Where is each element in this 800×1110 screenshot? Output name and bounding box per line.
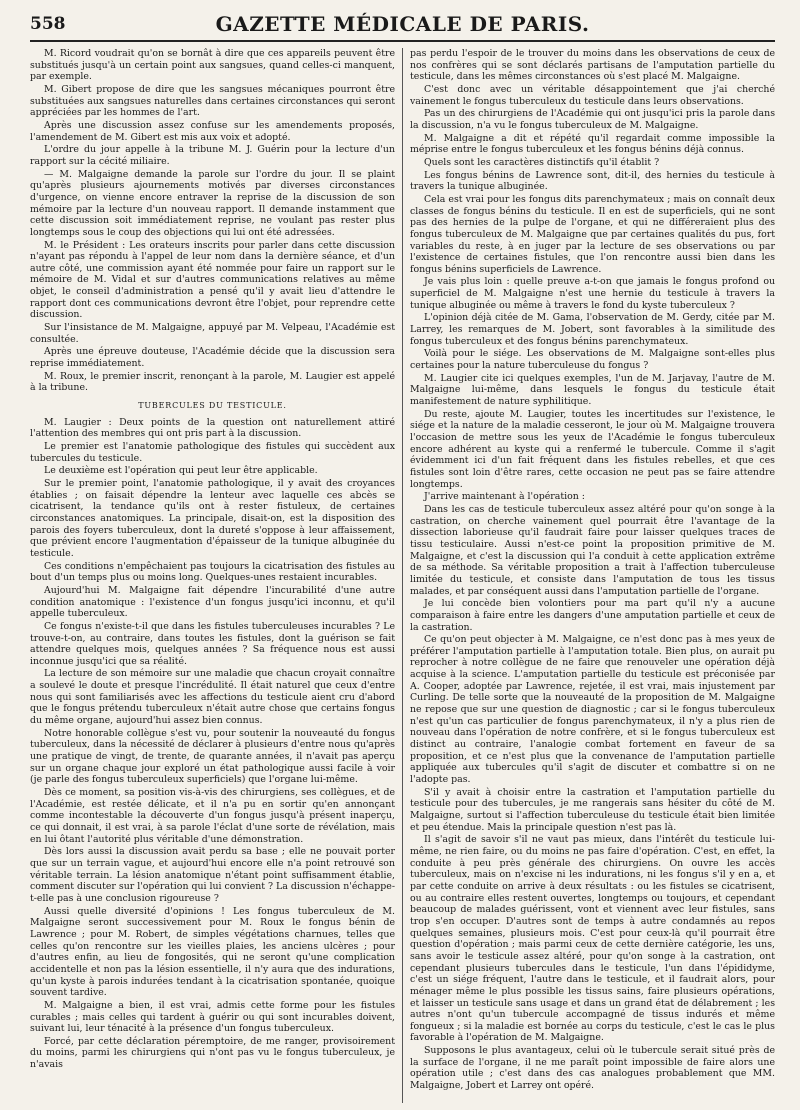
paragraph: C'est donc avec un véritable désappointement que j'ai cherché vainement le fongus tuberculeux du testicule dans leurs observations. <box>410 83 775 107</box>
paragraph: Voilà pour le siége. Les observations de M. Malgaigne sont-elles plus certaines pour la nature tuberculeuse du fongus ? <box>410 348 775 372</box>
paragraph: Il s'agit de savoir s'il ne vaut pas mieux, dans l'intérêt du testicule lui-même, ne rien faire, ou du moins ne pas faire d'opération. C'est, en effet, la conduite à peu près générale des chirurgiens. On ouvre les accès tuberculeux, mais on n'excise ni les indurations, ni les fongus s'il y en a, et par cette conduite on arrive à deux résultats : ou les fistules se cicatrisent, ou au contraire elles restent ouvertes, longtemps ou toujours, et cependant beaucoup de malades guérissent, vont et viennent avec leur fistules, sans trop s'en occuper. D'autres sont de temps à autre condamnés au repos quelques semaines, plusieurs mois. C'est pour ceux-là qu'il pourrait être question d'opération ; mais parmi ceux de cette dernière catégorie, les uns, sans avoir le testicule assez altéré, pour qu'on songe à la castration, ont cependant plusieurs tubercules dans le testicule, l'un dans l'épididyme, c'est un siége fréquent, l'autre dans le testicule, et il faudrait alors, pour ménager même le plus possible les tissus sains, faire plusieurs opérations, et laisser un testicule sans usage et dans un grand état de délabrement ; les autres n'ont qu'un tubercule accompagné de tissus indurés et même fongueux ; si la maladie est bornée au corps du testicule, c'est le cas le plus favorable à l'opération de M. Malgaigne. <box>410 834 775 1044</box>
section-title: TUBERCULES DU TESTICULE. <box>138 401 287 411</box>
paragraph: L'ordre du jour appelle à la tribune M. J. Guérin pour la lecture d'un rapport sur la cécité miliaire. <box>30 144 395 167</box>
paragraph: La lecture de son mémoire sur une maladie que chacun croyait connaître a soulevé le doute et presque l'incrédulité. Il était naturel que ceux d'entre nous qui sont familiarisés avec les affections du testicule aient cru d'abord que le fongus prétendu tuberculeux n'était autre chose que certains fongus du même organe, aujourd'hui assez bien connus. <box>30 668 395 727</box>
article-body <box>30 48 775 1103</box>
paragraph: Le premier est l'anatomie pathologique des fistules qui succèdent aux tubercules du testicule. <box>30 441 395 464</box>
paragraph: J'arrive maintenant à l'opération : <box>424 491 585 503</box>
paragraph: Aussi quelle diversité d'opinions ! Les fongus tuberculeux de M. Malgaigne seront successivement pour M. Roux le fongus bénin de Lawrence ; pour M. Robert, de simples végétations charnues, telles que celles qu'on rencontre sur les vieilles plaies, les anciens ulcères ; pour d'autres enfin, au lieu de fongosités, qui ne seront qu'une complication accidentelle et non pas la lésion essentielle, il n'y aura que des indurations, qu'un kyste à parois indurées tendant à la cicatrisation spontanée, quoique souvent tardive. <box>30 905 395 999</box>
paragraph: Je lui concède bien volontiers pour ma part qu'il n'y a aucune comparaison à faire entre les dangers d'une amputation partielle et ceux de la castration. <box>410 598 775 633</box>
paragraph: M. Laugier cite ici quelques exemples, l'un de M. Jarjavay, l'autre de M. Malgaigne lui-même, dans lesquels le fongus du testicule était manifestement de nature syphilitique. <box>410 372 775 408</box>
page-number: 558 <box>30 14 66 34</box>
paragraph: Ces conditions n'empêchaient pas toujours la cicatrisation des fistules au bout d'un temps plus ou moins long. Quelques-unes restaient incurables. <box>30 560 395 584</box>
paragraph: M. Malgaigne a dit et répété qu'il regardait comme impossible la méprise entre le fongus tuberculeux et les fongus bénins déjà connus. <box>410 132 775 156</box>
paragraph: M. le Président : Les orateurs inscrits pour parler dans cette discussion n'ayant pas répondu à l'appel de leur nom dans la dernière séance, et d'un autre côté, une commission ayant été nommée pour faire un rapport sur le mémoire de M. Vidal et sur d'autres communications relatives au même objet, le conseil d'administration a pensé qu'il y avait lieu d'attendre le rapport dont ces communications devront être l'objet, pour reprendre cette discussion. <box>30 239 395 321</box>
paragraph: Supposons le plus avantageux, celui où le tubercule serait situé près de la surface de l'organe, il ne me paraît point impossible de faire alors une opération utile ; c'est dans des cas analogues probablement que MM. Malgaigne, Jobert et Larrey ont opéré. <box>410 1045 775 1092</box>
paragraph: Cela est vrai pour les fongus dits parenchymateux ; mais on connaît deux classes de fongus bénins du testicule. Il en est de superficiels, qui ne sont pas des hernies de la pulpe de l'organe, et qui ne différeraient plus des fongus tuberculeux de M. Malgaigne que par certaines qualités du pus, fort variables du reste, à en juger par la lecture de ses observations ou par l'existence de certaines fistules, que l'on rencontre aussi bien dans les fongus bénins superficiels de Lawrence. <box>410 193 775 275</box>
paragraph: Dès ce moment, sa position vis-à-vis des chirurgiens, ses collègues, et de l'Académie, est restée délicate, et il n'a pu en sortir qu'en annonçant comme incontestable la découverte d'un fongus jusqu'à présent inaperçu, ce qui donnait, il est vrai, à sa parole l'éclat d'une sorte de révélation, mais en lui ôtant l'autorité plus véritable d'une démonstration. <box>30 787 395 845</box>
paragraph: Aujourd'hui M. Malgaigne fait dépendre l'incurabilité d'une autre condition anatomique : l'existence d'un fongus jusqu'ici inconnu, et qu'il appelle tuberculeux. <box>30 584 395 620</box>
paragraph: Sur l'insistance de M. Malgaigne, appuyé par M. Velpeau, l'Académie est consultée. <box>30 322 395 345</box>
paragraph: Du reste, ajoute M. Laugier, toutes les incertitudes sur l'existence, le siége et la nature de la maladie cesseront, le jour où M. Malgaigne trouvera l'occasion de mettre sous les yeux de l'Académie le fongus tuberculeux encore adhérent au kyste qui a renfermé le tubercule. Comme il s'agit évidemment ici d'un fait fréquent dans les fistules rebelles, et que ces fistules sont loin d'être rares, cette occasion ne peut pas se faire attendre longtemps. <box>410 408 775 490</box>
left-column <box>30 48 395 1103</box>
paragraph: Après une discussion assez confuse sur les amendements proposés, l'amendement de M. Gibert est mis aux voix et adopté. <box>30 119 395 143</box>
paragraph: Les fongus bénins de Lawrence sont, dit-il, des hernies du testicule à travers la tunique albuginée. <box>410 169 775 193</box>
paragraph: Dès lors aussi la discussion avait perdu sa base ; elle ne pouvait porter que sur un terrain vague, et aujourd'hui encore elle n'a point retrouvé son véritable terrain. La lésion anatomique n'étant point suffisamment établie, comment discuter sur l'opération qui lui convient ? La discussion n'échappe-t-elle pas à une conclusion rigoureuse ? <box>30 846 395 904</box>
paragraph: M. Malgaigne a bien, il est vrai, admis cette forme pour les fistules curables ; mais celles qui tardent à guérir ou qui sont incurables doivent, suivant lui, leur ténacité à la présence d'un fongus tuberculeux. <box>30 999 395 1035</box>
paragraph: pas perdu l'espoir de le trouver du moins dans les observations de ceux de nos confrères qui se sont déclarés partisans de l'amputation partielle du testicule, dans les mêmes circonstances où s'est placé M. Malgaigne. <box>410 48 775 83</box>
paragraph: Ce qu'on peut objecter à M. Malgaigne, ce n'est donc pas à mes yeux de préférer l'amputation partielle à l'amputation totale. Bien plus, on aurait pu reprocher à notre collègue de ne faire que renouveler une opération déjà acquise à la science. L'amputation partielle du testicule est préconisée par A. Cooper, adoptée par Lawrence, rejetée, il est vrai, mais injustement par Curling. De telle sorte que la nouveauté de la proposition de M. Malgaigne ne repose que sur une question de diagnostic ; car si le fongus tuberculeux n'est qu'un cas particulier de fongus parenchymateux, il n'y a plus rien de nouveau dans l'opération de notre confrère, et si le fongus tuberculeux est distinct au contraire, l'analogie combat fortement en faveur de sa proposition, et ce n'est plus que la convenance de l'amputation partielle appliquée aux tubercules qu'il s'agit de discuter et combattre si on ne l'adopte pas. <box>410 634 775 786</box>
paragraph: Ce fongus n'existe-t-il que dans les fistules tuberculeuses incurables ? Le trouve-t-on, au contraire, dans toutes les fistules, dont la guérison se fait attendre quelques mois, quelques années ? Sa fréquence nous est aussi inconnue jusqu'ici que sa réalité. <box>30 620 395 667</box>
journal-title: GAZETTE MÉDICALE DE PARIS. <box>215 12 590 36</box>
right-column <box>410 48 775 1103</box>
paragraph: Forcé, par cette déclaration péremptoire, de me ranger, provisoirement du moins, parmi les chirurgiens qui n'ont pas vu le fongus tuberculeux, je n'avais <box>30 1035 395 1071</box>
paragraph: Dans les cas de testicule tuberculeux assez altéré pour qu'on songe à la castration, on cherche vainement quel pourrait être l'avantage de la dissection laborieuse qu'il faudrait faire pour laisser quelques traces de tissu testiculaire. Aussi n'est-ce point la proposition primitive de M. Malgaigne, et c'est la discussion qui l'a conduit à cette application extrême de sa méthode. Sa véritable proposition a trait à l'affection tuberculeuse limitée du testicule, et consiste dans l'amputation de tous les tissus malades, et par conséquent aussi dans l'amputation partielle de l'organe. <box>410 503 775 597</box>
paragraph: Notre honorable collègue s'est vu, pour soutenir la nouveauté du fongus tuberculeux, dans la nécessité de déclarer à plusieurs d'entre nous qu'après une pratique de vingt, de trente, de quarante années, il n'avait pas aperçu sur un organe chaque jour exploré un état pathologique aussi facile à voir (je parle des fongus tuberculeux superficiels) que l'organe lui-même. <box>30 727 395 786</box>
paragraph: Quels sont les caractères distinctifs qu'il établit ? <box>424 156 660 168</box>
paragraph: M. Roux, le premier inscrit, renonçant à la parole, M. Laugier est appelé à la tribune. <box>30 370 395 394</box>
paragraph: Sur le premier point, l'anatomie pathologique, il y avait des croyances établies ; on faisait dépendre la lenteur avec laquelle ces abcès se cicatrisent, la tendance qu'ils ont à rester fistuleux, de certaines circonstances anatomiques. La principale, disait-on, est la disposition des parois des foyers tuberculeux, dont la dureté s'oppose à leur affaissement, que prévient encore l'augmentation d'épaisseur de la tunique albuginée du testicule. <box>30 477 395 559</box>
paragraph: M. Gibert propose de dire que les sangsues mécaniques pourront être substituées aux sangsues naturelles dans certaines circonstances qui seront appréciées par les hommes de l'art. <box>30 83 395 119</box>
column-rule <box>402 48 403 1103</box>
paragraph: L'opinion déjà citée de M. Gama, l'observation de M. Gerdy, citée par M. Larrey, les remarques de M. Jobert, sont favorables à la similitude des fongus tuberculeux et des fongus bénins parenchymateux. <box>410 312 775 347</box>
paragraph: S'il y avait à choisir entre la castration et l'amputation partielle du testicule pour des tubercules, je me rangerais sans hésiter du côté de M. Malgaigne, surtout si l'affection tuberculeuse du testicule était bien limitée et peu étendue. Mais la principale question n'est pas là. <box>410 786 775 833</box>
paragraph: M. Laugier : Deux points de la question ont naturellement attiré l'attention des membres qui ont pris part à la discussion. <box>30 416 395 440</box>
paragraph: — M. Malgaigne demande la parole sur l'ordre du jour. Il se plaint qu'après plusieurs ajournements motivés par diverses circonstances d'urgence, on vienne encore entraver la reprise de la discussion de son mémoire par la lecture d'un nouveau rapport. Il demande instamment que cette discussion soit immédiatement reprise, ne voulant pas rester plus longtemps sous le coup des objections qui lui ont été adressées. <box>30 168 395 238</box>
paragraph: Le deuxième est l'opération qui peut leur être applicable. <box>44 465 318 477</box>
paragraph: M. Ricord voudrait qu'on se bornât à dire que ces appareils peuvent être substitués jusqu'à un certain point aux sangsues, quand celles-ci manquent, par exemple. <box>30 48 395 83</box>
page-header <box>30 10 775 42</box>
paragraph: Pas un des chirurgiens de l'Académie qui ont jusqu'ici pris la parole dans la discussion, n'a vu le fongus tuberculeux de M. Malgaigne. <box>410 108 775 131</box>
paragraph: Après une épreuve douteuse, l'Académie décide que la discussion sera reprise immédiatement. <box>30 346 395 370</box>
paragraph: Je vais plus loin : quelle preuve a-t-on que jamais le fongus profond ou superficiel de M. Malgaigne n'est une hernie du testicule à travers la tunique albuginée ou même à travers le fond du kyste tuberculeux ? <box>410 276 775 311</box>
